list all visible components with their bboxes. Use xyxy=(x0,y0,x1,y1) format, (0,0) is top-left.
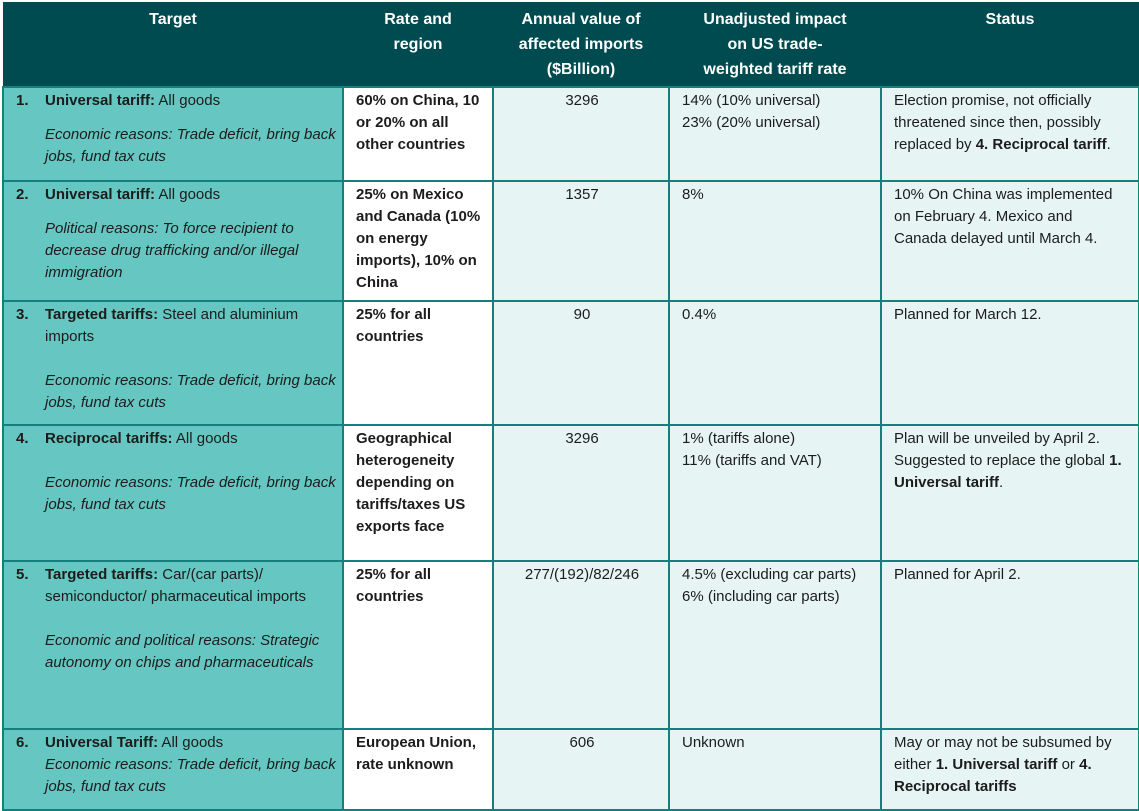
row-impact: 8% xyxy=(669,181,881,301)
row-number: 3. xyxy=(3,301,45,425)
table-row xyxy=(3,561,1139,729)
row-impact: 14% (10% universal) 23% (20% universal) xyxy=(669,87,881,181)
table-row xyxy=(3,181,1139,301)
row-number: 6. xyxy=(3,729,45,810)
row-value: 277/(192)/82/246 xyxy=(493,561,669,729)
row-rate: 25% for all countries xyxy=(343,561,493,729)
row-target: Universal Tariff: All goods Economic reasons: Trade deficit, bring back jobs, fund tax cuts xyxy=(45,729,343,810)
row-impact: 1% (tariffs alone) 11% (tariffs and VAT) xyxy=(669,425,881,561)
header-status: Status xyxy=(881,3,1139,88)
row-target: Universal tariff: All goods Economic reasons: Trade deficit, bring back jobs, fund tax cuts xyxy=(45,87,343,181)
row-impact: Unknown xyxy=(669,729,881,810)
header-value: Annual value of affected imports ($Billion) xyxy=(493,3,669,88)
row-rate: 25% for all countries xyxy=(343,301,493,425)
row-impact: 4.5% (excluding car parts) 6% (including car parts) xyxy=(669,561,881,729)
row-reason: Political reasons: To force recipient to decrease drug trafficking and/or illegal immigration xyxy=(45,220,299,281)
row-rate: Geographical heterogeneity depending on tariffs/taxes US exports face xyxy=(343,425,493,561)
row-reason: Economic reasons: Trade deficit, bring back jobs, fund tax cuts xyxy=(45,372,336,411)
header-row xyxy=(3,3,1139,88)
row-number: 5. xyxy=(3,561,45,729)
row-value: 90 xyxy=(493,301,669,425)
row-rate: European Union, rate unknown xyxy=(343,729,493,810)
row-status: Planned for April 2. xyxy=(881,561,1139,729)
row-target: Targeted tariffs: Car/(car parts)/ semiconductor/ pharmaceutical imports Economic and political reasons: Strategic autonomy on chips and pharmaceuticals xyxy=(45,561,343,729)
row-number: 1. xyxy=(3,87,45,181)
row-rate: 25% on Mexico and Canada (10% on energy imports), 10% on China xyxy=(343,181,493,301)
row-value: 606 xyxy=(493,729,669,810)
row-reason: Economic and political reasons: Strategic autonomy on chips and pharmaceuticals xyxy=(45,632,320,671)
row-target: Targeted tariffs: Steel and aluminium imports Economic reasons: Trade deficit, bring back jobs, fund tax cuts xyxy=(45,301,343,425)
row-reason: Economic reasons: Trade deficit, bring back jobs, fund tax cuts xyxy=(45,474,336,513)
row-status: Plan will be unveiled by April 2. Suggested to replace the global 1. Universal tariff. xyxy=(881,425,1139,561)
tariff-table xyxy=(2,2,1139,811)
row-status: 10% On China was implemented on February 4. Mexico and Canada delayed until March 4. xyxy=(881,181,1139,301)
row-number: 4. xyxy=(3,425,45,561)
row-number: 2. xyxy=(3,181,45,301)
table-row xyxy=(3,425,1139,561)
row-target: Reciprocal tariffs: All goods Economic reasons: Trade deficit, bring back jobs, fund tax cuts xyxy=(45,425,343,561)
row-value: 3296 xyxy=(493,87,669,181)
row-rate: 60% on China, 10 or 20% on all other countries xyxy=(343,87,493,181)
table-row xyxy=(3,729,1139,810)
row-value: 1357 xyxy=(493,181,669,301)
row-status: Election promise, not officially threatened since then, possibly replaced by 4. Reciprocal tariff. xyxy=(881,87,1139,181)
row-value: 3296 xyxy=(493,425,669,561)
row-reason: Economic reasons: Trade deficit, bring back jobs, fund tax cuts xyxy=(45,756,336,795)
row-impact: 0.4% xyxy=(669,301,881,425)
row-reason: Economic reasons: Trade deficit, bring back jobs, fund tax cuts xyxy=(45,126,336,165)
table-row xyxy=(3,301,1139,425)
header-rate: Rate and region xyxy=(343,3,493,88)
header-target: Target xyxy=(3,3,343,88)
row-status: Planned for March 12. xyxy=(881,301,1139,425)
header-impact: Unadjusted impact on US trade- weighted tariff rate xyxy=(669,3,881,88)
table-row xyxy=(3,87,1139,181)
row-target: Universal tariff: All goods Political reasons: To force recipient to decrease drug trafficking and/or illegal immigration xyxy=(45,181,343,301)
row-status: May or may not be subsumed by either 1. Universal tariff or 4. Reciprocal tariffs xyxy=(881,729,1139,810)
